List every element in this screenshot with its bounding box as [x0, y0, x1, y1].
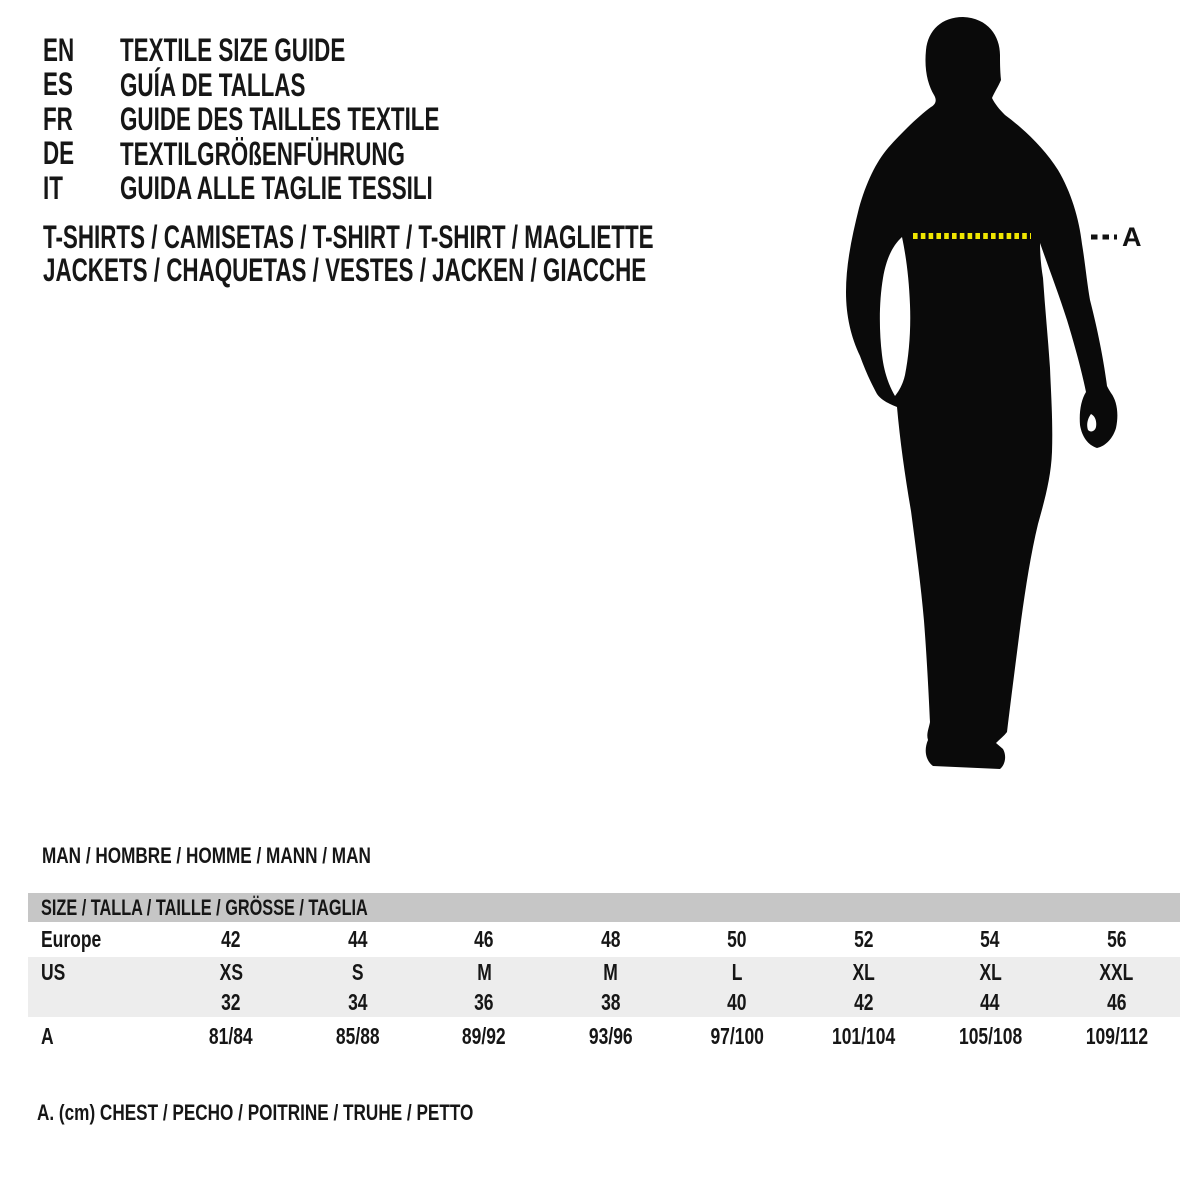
size-cell: 44: [980, 988, 1000, 1015]
size-cell: XS: [219, 958, 243, 985]
size-cell: 93/96: [588, 1022, 633, 1049]
size-cell: 97/100: [710, 1022, 764, 1049]
size-cell: 105/108: [958, 1022, 1022, 1049]
size-cell: XL: [852, 958, 875, 985]
size-cell: 81/84: [209, 1022, 254, 1049]
language-title: TEXTILGRÖßENFÜHRUNG: [120, 135, 405, 172]
language-title: GUÍA DE TALLAS: [120, 66, 306, 103]
row-label: US: [41, 958, 66, 985]
size-cell: 32: [221, 988, 241, 1015]
language-list: [43, 33, 576, 206]
language-row-it: [43, 171, 576, 206]
size-cell: 46: [1107, 988, 1127, 1015]
size-cell: 34: [348, 988, 368, 1015]
table-header-cell: SIZE / TALLA / TAILLE / GRÖSSE / TAGLIA: [28, 893, 1180, 922]
measure-label-a: A: [1122, 222, 1142, 252]
size-cell: L: [731, 958, 743, 985]
size-cell: S: [351, 958, 364, 985]
size-cell: 50: [727, 926, 747, 952]
table-row-us: [28, 957, 1180, 987]
table-row-chest-a: [28, 1017, 1180, 1055]
size-cell: 109/112: [1085, 1022, 1148, 1049]
category-list: [43, 220, 915, 286]
category-tshirts: T-SHIRTS / CAMISETAS / T-SHIRT / T-SHIRT / MAGLIETTE: [43, 218, 654, 255]
man-silhouette-figure: [820, 0, 1200, 790]
size-cell: 36: [474, 988, 494, 1015]
size-cell: 101/104: [832, 1022, 896, 1049]
size-cell: 42: [221, 926, 241, 952]
language-code: IT: [43, 169, 63, 206]
size-cell: M: [476, 958, 492, 985]
size-cell: 56: [1107, 926, 1127, 952]
size-cell: 48: [601, 926, 621, 952]
size-cell: 52: [854, 926, 874, 952]
size-cell: 38: [601, 988, 621, 1015]
size-cell: XXL: [1099, 958, 1134, 985]
size-cell: 44: [348, 926, 368, 952]
size-cell: 54: [980, 926, 1000, 952]
row-label: A: [41, 1022, 54, 1049]
row-label: Europe: [41, 926, 102, 952]
language-row-es: [43, 68, 576, 103]
language-title: GUIDA ALLE TAGLIE TESSILI: [120, 170, 433, 207]
size-cell: 46: [474, 926, 494, 952]
size-cell: 40: [727, 988, 747, 1015]
size-table: [28, 893, 1180, 1055]
language-title: TEXTILE SIZE GUIDE: [120, 32, 346, 69]
size-cell: 85/88: [335, 1022, 380, 1049]
size-cell: M: [603, 958, 619, 985]
row-label: [28, 987, 168, 1017]
language-code: EN: [43, 31, 75, 68]
size-cell: 89/92: [462, 1022, 507, 1049]
man-silhouette: [846, 17, 1117, 769]
language-title: GUIDE DES TAILLES TEXTILE: [120, 101, 440, 138]
table-header-row: [28, 893, 1180, 922]
language-row-fr: [43, 102, 576, 137]
language-row-de: [43, 137, 576, 172]
section-title-man: MAN / HOMBRE / HOMME / MANN / MAN: [42, 843, 371, 868]
category-jackets: JACKETS / CHAQUETAS / VESTES / JACKEN / GIACCHE: [43, 251, 647, 288]
language-code: ES: [43, 66, 73, 103]
table-row-europe: [28, 922, 1180, 957]
measurement-note: A. (cm) CHEST / PECHO / POITRINE / TRUHE / PETTO: [37, 1100, 474, 1125]
size-cell: XL: [979, 958, 1002, 985]
table-row-numeric: [28, 987, 1180, 1017]
language-code: FR: [43, 100, 73, 137]
size-cell: 42: [854, 988, 874, 1015]
language-code: DE: [43, 135, 75, 172]
language-row-en: [43, 33, 576, 68]
